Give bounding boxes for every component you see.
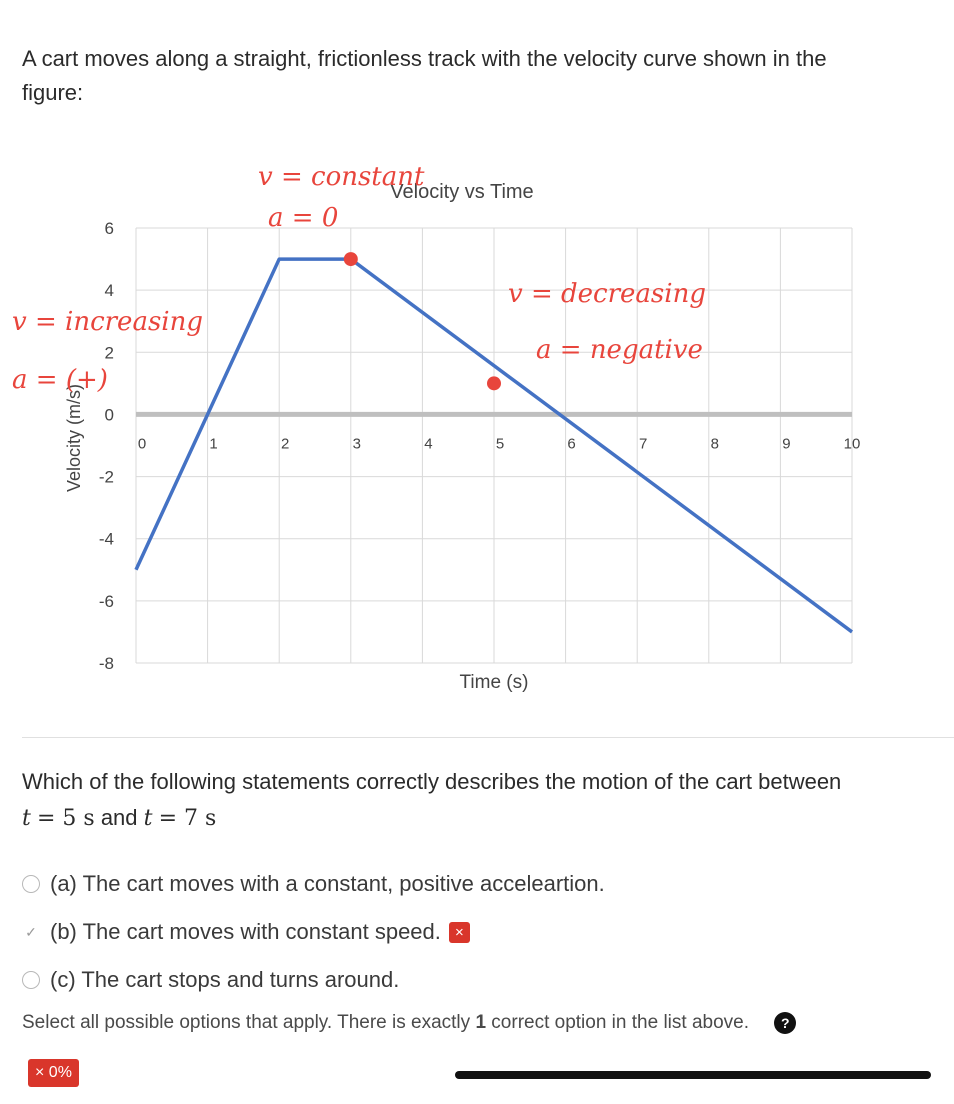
prompt-line-1: A cart moves along a straight, frictionless track with the velocity curve shown in the <box>22 46 827 71</box>
y-tick-label: -8 <box>98 654 114 673</box>
y-tick-label: 6 <box>104 219 114 238</box>
x-tick-label: 0 <box>137 435 147 453</box>
y-axis-label: Velocity (m/s) <box>64 383 84 493</box>
y-tick-label: -4 <box>98 529 114 549</box>
question-line-2 <box>22 800 954 837</box>
chart-title: Velocity vs Time <box>390 181 534 203</box>
help-icon[interactable]: ? <box>774 1012 796 1034</box>
section-divider <box>22 737 954 738</box>
check-icon: ✓ <box>25 923 37 940</box>
option-a[interactable] <box>22 871 605 897</box>
x-tick-label: 3 <box>352 435 361 453</box>
x-axis-label: Time (s) <box>459 672 529 693</box>
option-c-label: (c) The cart stops and turns around. <box>50 967 400 992</box>
annotation-point <box>487 376 501 390</box>
question-text <box>22 764 954 837</box>
hint-count: 1 <box>475 1012 487 1034</box>
question-line-1: Which of the following statements correctly describes the motion of the cart between <box>22 769 842 794</box>
y-tick-label: -6 <box>98 591 114 611</box>
x-tick-label: 2 <box>281 435 290 453</box>
option-a-label: (a) The cart moves with a constant, positive acceleartion. <box>50 871 605 896</box>
y-tick-label: 4 <box>104 281 114 301</box>
incorrect-mark-icon: × <box>449 922 470 943</box>
question-and: and <box>100 805 138 830</box>
annotation-negative-acceleration: a = negative <box>536 335 703 365</box>
y-tick-label: 0 <box>104 405 114 425</box>
hint-text-post: correct option in the list above. <box>486 1012 749 1034</box>
x-tick-label: 6 <box>567 435 576 453</box>
option-a-checkbox[interactable] <box>22 875 40 893</box>
problem-prompt <box>22 42 942 110</box>
x-tick-label: 10 <box>843 435 861 453</box>
option-b-label: (b) The cart moves with constant speed. <box>50 919 441 944</box>
chart-ticks <box>99 219 860 673</box>
velocity-time-chart <box>0 140 954 700</box>
score-badge: × 0% <box>28 1059 79 1087</box>
chart-grid <box>136 228 852 663</box>
x-tick-label: 1 <box>209 435 218 453</box>
x-tick-label: 5 <box>495 435 505 453</box>
option-c[interactable] <box>22 967 399 993</box>
annotation-zero-acceleration: a = 0 <box>268 203 339 233</box>
option-b-checkbox[interactable] <box>22 923 40 941</box>
handwritten-annotations <box>12 162 706 395</box>
y-tick-label: 2 <box>104 343 114 363</box>
x-tick-label: 7 <box>639 435 648 453</box>
math-t1-var: t <box>22 806 31 831</box>
math-t2-var: t <box>143 806 153 831</box>
option-b[interactable] <box>22 919 470 945</box>
annotation-positive-acceleration: a = (+) <box>12 365 108 395</box>
hint-text-pre: Select all possible options that apply. There is exactly <box>22 1012 476 1034</box>
x-tick-label: 8 <box>710 435 719 453</box>
y-tick-label: -2 <box>98 467 114 487</box>
option-c-checkbox[interactable] <box>22 971 40 989</box>
annotation-decreasing-velocity: v = decreasing <box>508 279 706 309</box>
annotation-point <box>344 252 358 266</box>
selection-hint <box>22 1012 796 1034</box>
annotation-increasing-velocity: v = increasing <box>12 307 203 337</box>
annotation-constant-velocity: v = constant <box>258 162 425 192</box>
x-tick-label: 4 <box>424 435 433 453</box>
home-indicator[interactable] <box>455 1071 931 1079</box>
math-t1-value: = 5 s <box>36 806 95 831</box>
math-t2-value: = 7 s <box>158 806 217 831</box>
x-tick-label: 9 <box>782 435 791 453</box>
prompt-line-2: figure: <box>22 80 84 105</box>
